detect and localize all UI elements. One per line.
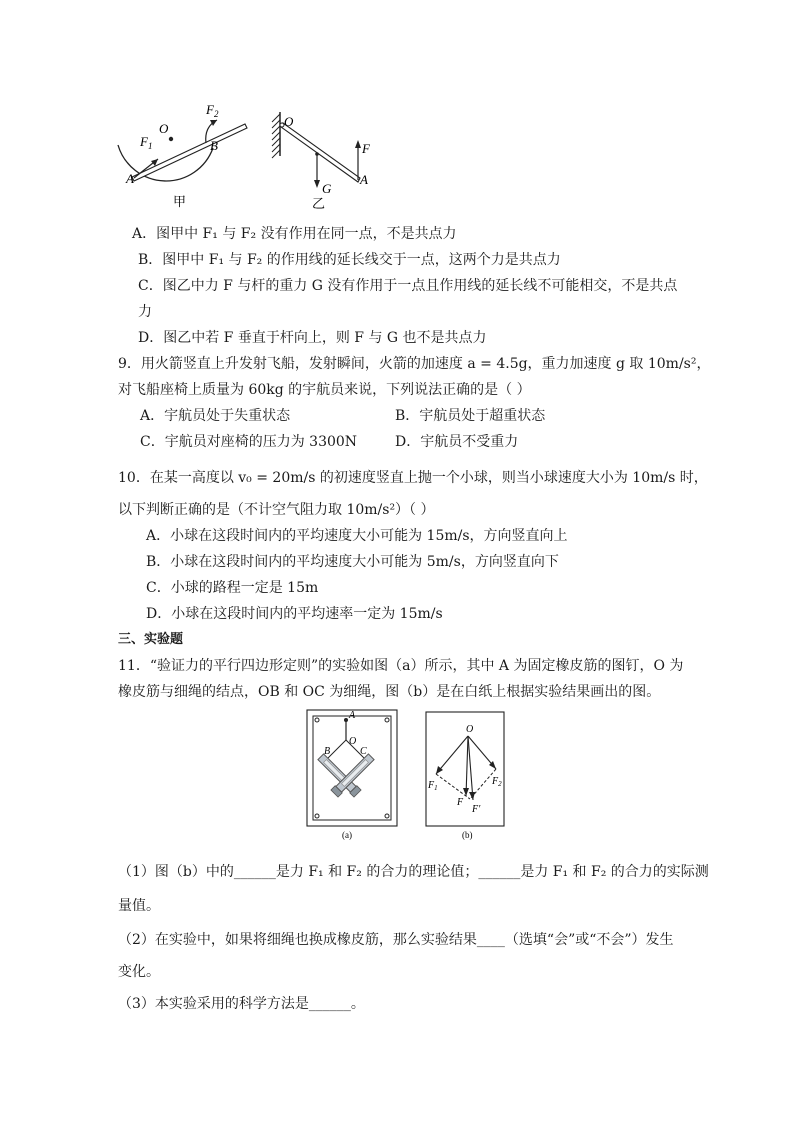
q10-option-d: D．小球在这段时间内的平均速率一定为 15m/s <box>146 606 443 622</box>
label-fprime-fig-b: F′ <box>472 804 481 815</box>
label-a-fig-a: A <box>349 710 356 721</box>
q11-stem-cont: 橡皮筋与细绳的结点，OB 和 OC 为细绳，图（b）是在白纸上根据实验结果画出的图。 <box>118 684 661 700</box>
q8-option-a: A．图甲中 F₁ 与 F₂ 没有作用在同一点，不是共点力 <box>132 226 457 242</box>
q10-option-c: C．小球的路程一定是 15m <box>146 580 319 596</box>
caption-fig-b: (b) <box>462 830 473 840</box>
label-f2-fig-b: $F_2$ <box>492 776 502 788</box>
label-f1: $F_1$ <box>140 134 153 151</box>
label-o-fig-a: O <box>349 736 357 747</box>
q10-option-b: B．小球在这段时间内的平均速度大小可能为 5m/s，方向竖直向下 <box>146 554 559 570</box>
q9-stem: 9．用火箭竖直上升发射飞船，发射瞬间，火箭的加速度 a = 4.5g，重力加速度 g 取 10m/s²， <box>118 356 711 372</box>
label-f-fig-b: F <box>457 797 464 808</box>
rod-yi <box>281 123 360 182</box>
q8-option-c-cont: 力 <box>138 304 152 320</box>
q11-part3: （3）本实验采用的科学方法是______。 <box>118 996 365 1012</box>
label-o-fig-b: O <box>466 724 474 735</box>
board-outer <box>307 710 397 826</box>
label-b-fig-a: B <box>324 746 331 757</box>
label-c-fig-a: C <box>360 746 367 757</box>
q9-option-a: A．宇航员处于失重状态 <box>140 408 291 424</box>
q11-stem: 11．“验证力的平行四边形定则”的实验如图（a）所示，其中 A 为固定橡皮筋的图钉，O 为 <box>118 658 684 674</box>
label-g-yi: G <box>322 181 332 196</box>
q11-part1: （1）图（b）中的______是力 F₁ 和 F₂ 的合力的理论值；______是力 F₁ 和 F₂ 的合力的实际测 <box>118 864 709 880</box>
q11-part2-cont: 变化。 <box>118 964 160 980</box>
figure-yi <box>262 100 382 215</box>
q10-option-a: A．小球在这段时间内的平均速度大小可能为 15m/s，方向竖直向上 <box>146 528 568 544</box>
rod <box>132 124 247 181</box>
q8-option-d: D．图乙中若 F 垂直于杆向上，则 F 与 G 也不是共点力 <box>138 330 487 346</box>
label-f1-fig-b: $F_1$ <box>428 780 438 792</box>
q9-option-d: D．宇航员不受重力 <box>395 434 519 450</box>
caption-jia: 甲 <box>173 194 187 209</box>
q9-option-c: C．宇航员对座椅的压力为 3300N <box>140 434 358 450</box>
label-a-yi: A <box>360 172 368 187</box>
figure-jia <box>100 100 260 215</box>
label-f2: $F_2$ <box>206 102 219 119</box>
q11-part1-cont: 量值。 <box>118 898 160 914</box>
q9-stem-cont: 对飞船座椅上质量为 60kg 的宇航员来说，下列说法正确的是（ ） <box>118 382 531 398</box>
figure-b-diagram <box>420 706 510 841</box>
q9-option-b: B．宇航员处于超重状态 <box>395 408 546 424</box>
section-heading: 三、实验题 <box>118 632 184 647</box>
center-point-o <box>169 137 173 141</box>
label-o: O <box>159 121 169 136</box>
q10-stem-cont: 以下判断正确的是（不计空气阻力取 10m/s²）（ ） <box>118 502 435 518</box>
label-a: A <box>126 171 134 186</box>
q11-part2: （2）在实验中，如果将细绳也换成橡皮筋，那么实验结果____（选填“会”或“不会”）发生 <box>118 932 674 948</box>
label-o-yi: O <box>284 114 294 129</box>
figure-a-apparatus <box>280 706 410 841</box>
label-b: B <box>210 138 218 153</box>
label-f-yi: F <box>362 141 370 156</box>
caption-yi: 乙 <box>312 196 326 211</box>
q10-stem: 10．在某一高度以 v₀ = 20m/s 的初速度竖直上抛一个小球，则当小球速度大小为 10m/s 时， <box>118 470 708 486</box>
q8-option-b: B．图甲中 F₁ 与 F₂ 的作用线的延长线交于一点，这两个力是共点力 <box>138 252 561 268</box>
q8-option-c: C．图乙中力 F 与杆的重力 G 没有作用于一点且作用线的延长线不可能相交，不是共点 <box>138 278 678 294</box>
caption-fig-a: (a) <box>342 830 352 840</box>
